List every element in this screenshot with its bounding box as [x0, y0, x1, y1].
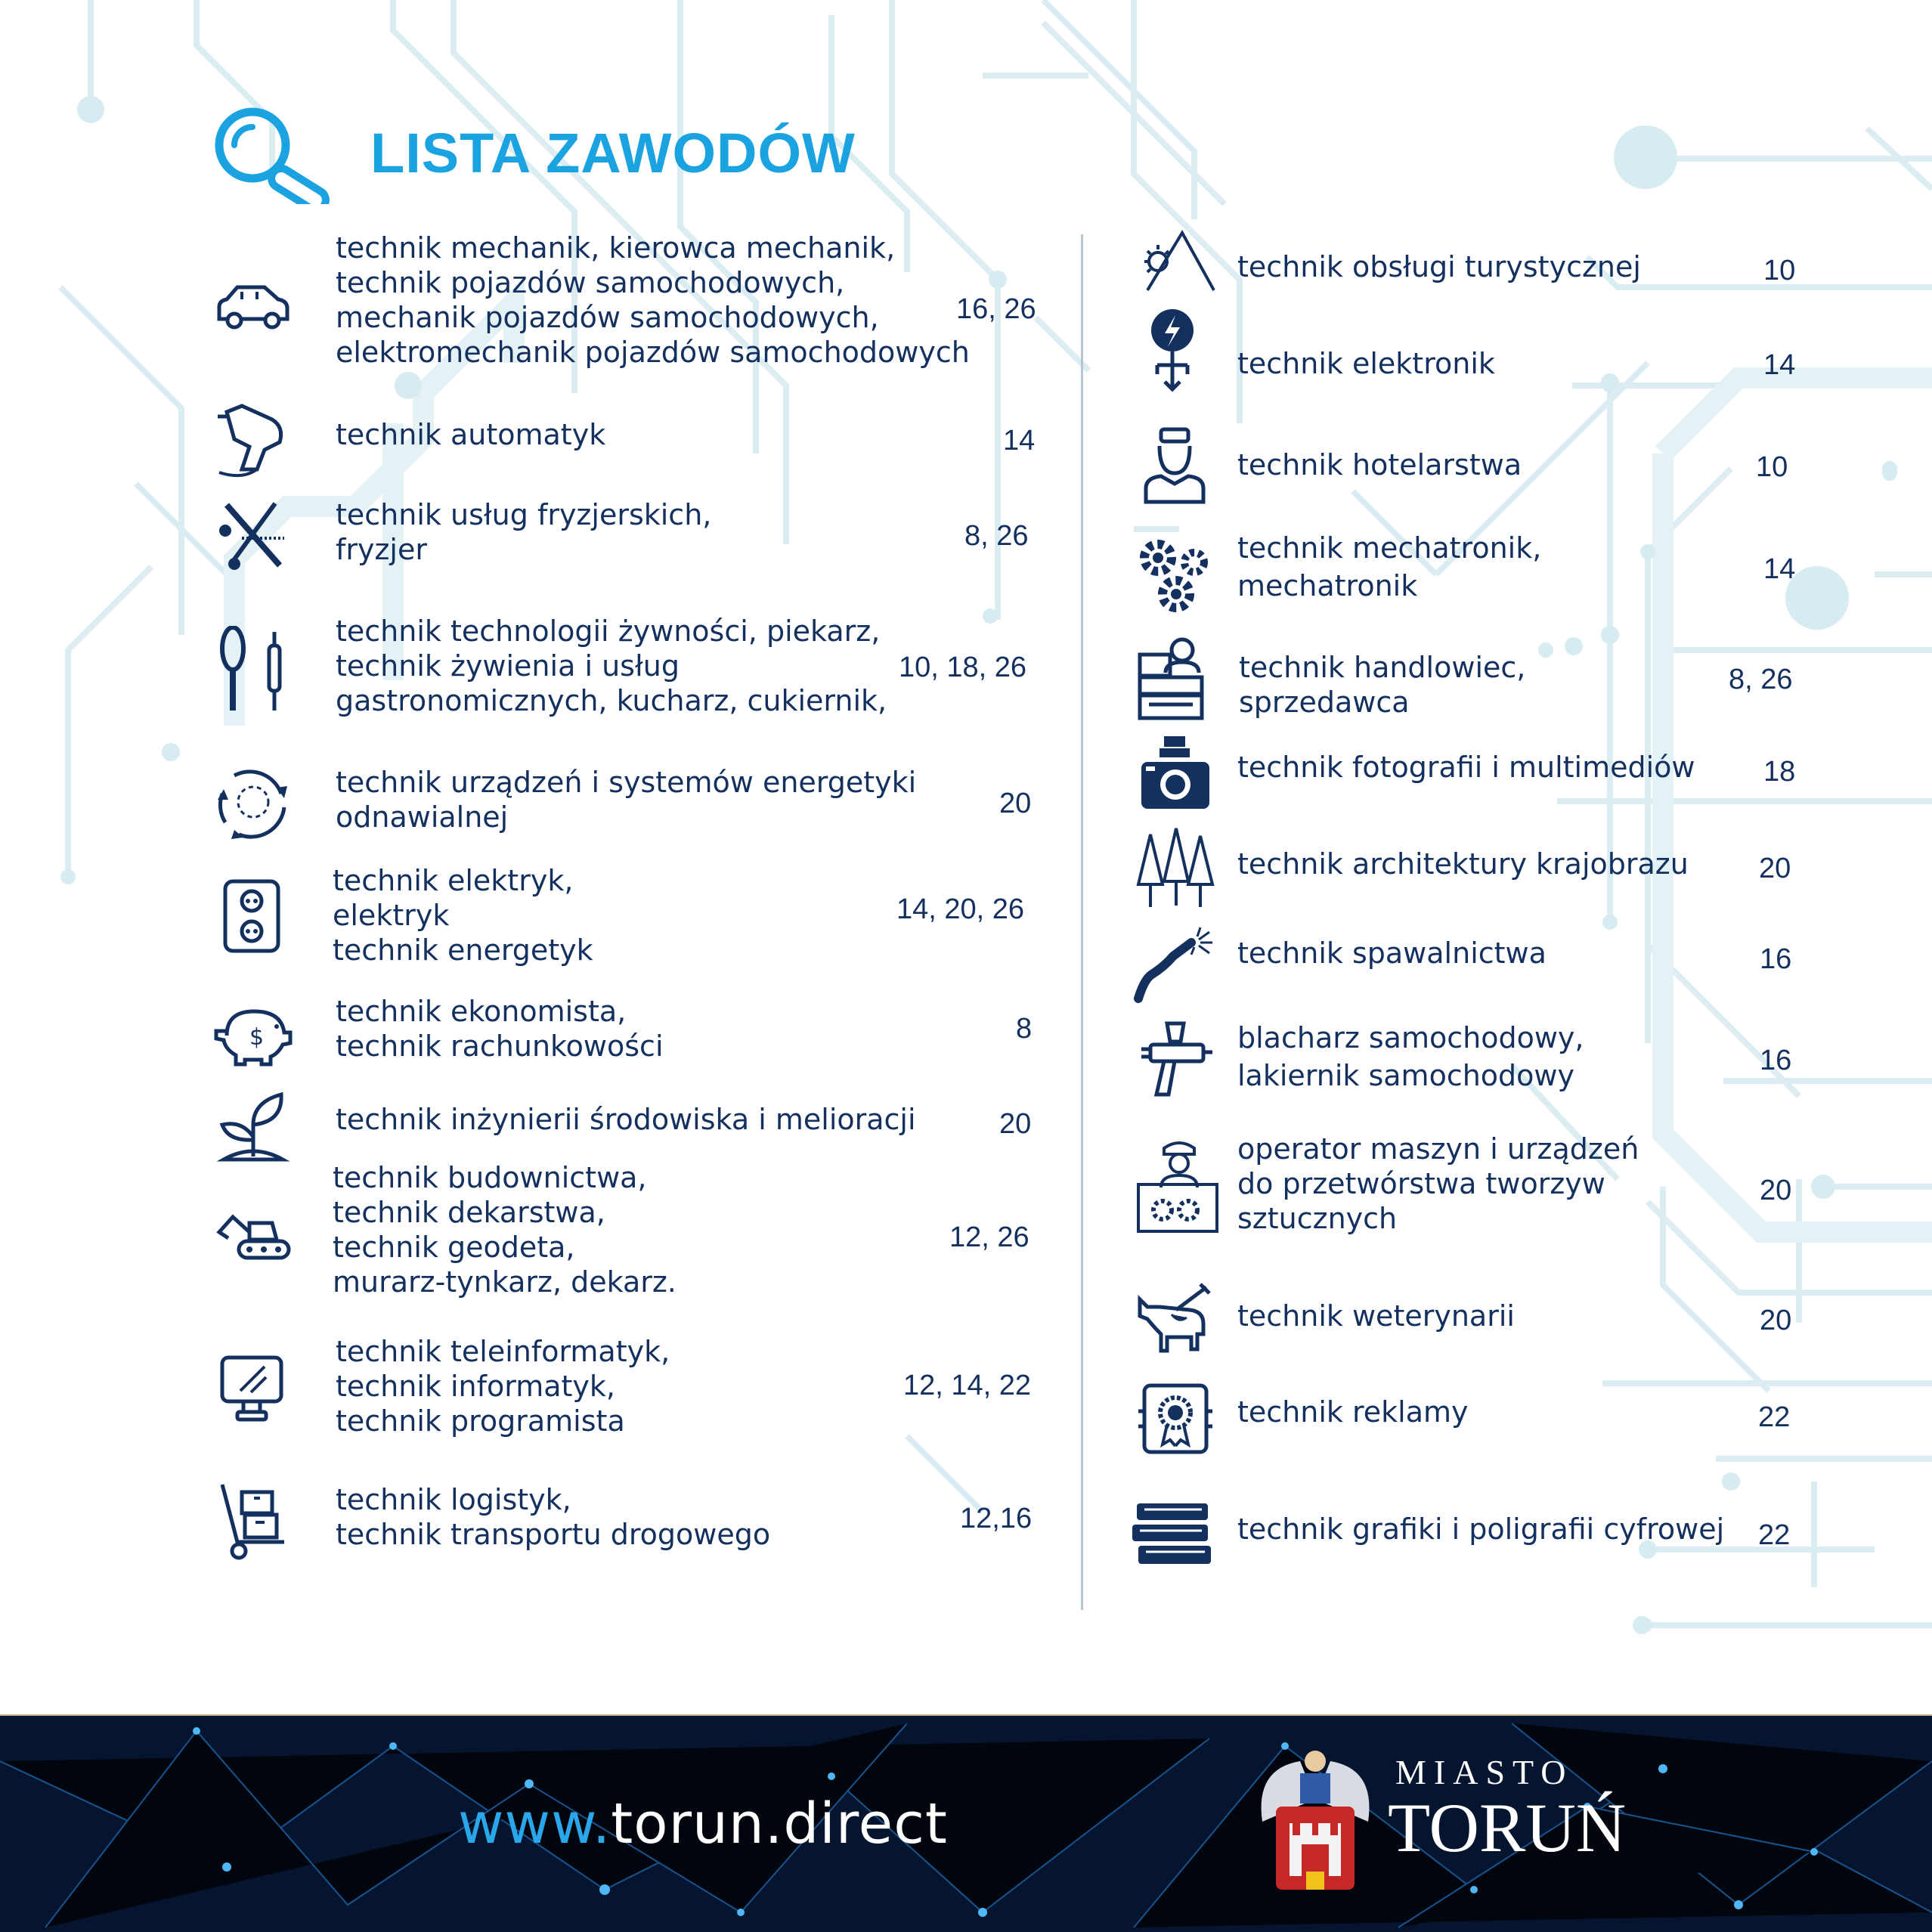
page-numbers: 22	[1758, 1519, 1791, 1551]
network-background	[0, 1716, 1932, 1932]
page-numbers: 12,16	[960, 1503, 1033, 1534]
column-divider	[1081, 234, 1083, 1610]
profession-label: technik mechatronik, mechatronik	[1237, 531, 1542, 602]
hand-truck-icon	[212, 1480, 295, 1563]
books-icon	[1129, 1493, 1217, 1576]
machine-operator-icon	[1134, 1138, 1225, 1236]
whisk-rolling-pin-icon	[212, 626, 295, 717]
profession-label: technik technologii żywności, piekarz, technik żywienia i usług gastronomicznych, kucharz, cukiernik,	[336, 615, 887, 717]
piggy-bank-icon	[212, 990, 295, 1073]
page-numbers: 20	[1759, 853, 1791, 884]
page-numbers: 16	[1760, 1045, 1792, 1076]
award-badge-icon	[1134, 1378, 1217, 1461]
footer	[0, 1716, 1932, 1932]
svg-text:$: $	[249, 1024, 265, 1051]
camera-icon	[1134, 733, 1217, 816]
page-numbers: 16, 26	[956, 293, 1036, 325]
gears-icon	[1135, 535, 1218, 618]
page-numbers: 14, 20, 26	[896, 893, 1025, 925]
profession-label: technik usług fryzjerskich, fryzjer	[336, 498, 712, 566]
excavator-icon	[212, 1194, 295, 1277]
profession-label: technik elektryk, elektryk technik energetyk	[333, 864, 593, 967]
page-numbers: 20	[999, 1108, 1032, 1140]
city-name: TORUŃ	[1388, 1789, 1627, 1866]
trees-icon	[1134, 822, 1217, 913]
page-numbers: 16	[1760, 943, 1792, 975]
profession-label: technik hotelarstwa	[1237, 448, 1522, 481]
page-numbers: 12, 14, 22	[903, 1370, 1032, 1401]
profession-label: technik mechanik, kierowca mechanik, technik pojazdów samochodowych, mechanik pojazdów samochodowych, elektromechanik pojazdów samochodowych	[336, 231, 970, 369]
page-numbers: 10, 18, 26	[899, 652, 1027, 683]
profession-label: technik grafiki i poligrafii cyfrowej	[1237, 1512, 1725, 1546]
page-numbers: 10	[1763, 255, 1796, 286]
page-numbers: 8, 26	[1729, 664, 1793, 695]
page-numbers: 20	[1760, 1175, 1792, 1206]
page-numbers: 14	[1763, 553, 1796, 585]
profession-label: blacharz samochodowy, lakiernik samochodowy	[1237, 1021, 1584, 1092]
profession-label: technik elektronik	[1237, 347, 1495, 380]
page-numbers: 20	[999, 788, 1032, 819]
scissors-comb-icon	[212, 493, 295, 576]
mountain-sun-icon	[1135, 227, 1218, 310]
page-numbers: 8	[1016, 1013, 1033, 1045]
lightning-circuit-icon	[1130, 306, 1213, 395]
page-numbers: 12, 26	[949, 1221, 1029, 1253]
car-icon	[212, 265, 295, 348]
profession-label: technik spawalnictwa	[1237, 937, 1547, 970]
spray-gun-icon	[1134, 1019, 1217, 1102]
page-numbers: 14	[1003, 425, 1036, 457]
power-socket-icon	[212, 875, 295, 958]
city-label-top: MIASTO	[1395, 1753, 1574, 1791]
profession-label: technik reklamy	[1237, 1395, 1469, 1429]
page-numbers: 18	[1763, 756, 1796, 788]
profession-label: technik fotografii i multimediów	[1237, 751, 1695, 784]
page-numbers: 22	[1758, 1401, 1791, 1433]
page-numbers: 10	[1756, 451, 1788, 483]
drill-icon	[212, 397, 295, 480]
page-numbers: 8, 26	[964, 520, 1029, 552]
page-numbers: 14	[1763, 349, 1796, 381]
computer-monitor-icon	[212, 1348, 295, 1432]
profession-label: technik obsługi turystycznej	[1237, 250, 1641, 283]
hotel-staff-icon	[1134, 423, 1217, 506]
torun-coat-of-arms-logo	[1255, 1738, 1376, 1912]
profession-label: technik teleinformatyk, technik informatyk, technik programista	[336, 1335, 670, 1438]
profession-label: technik budownictwa, technik dekarstwa, technik geodeta, murarz-tynkarz, dekarz.	[333, 1161, 677, 1299]
profession-label: technik ekonomista, technik rachunkowości	[336, 995, 664, 1063]
magnifier-icon	[213, 106, 349, 204]
profession-label: technik architektury krajobrazu	[1237, 847, 1689, 881]
profession-label: technik handlowiec, sprzedawca	[1239, 651, 1526, 719]
website-link[interactable]: www.torun.direct	[458, 1791, 948, 1856]
sprout-icon	[212, 1087, 295, 1170]
cow-syringe-icon	[1134, 1280, 1217, 1363]
profession-label: technik weterynarii	[1237, 1299, 1515, 1333]
profession-label: technik inżynierii środowiska i melioracji	[336, 1103, 916, 1136]
profession-label: technik urządzeń i systemów energetyki odnawialnej	[336, 766, 917, 834]
welding-icon	[1134, 926, 1217, 1009]
profession-label: operator maszyn i urządzeń do przetwórstwa tworzyw sztucznych	[1237, 1132, 1639, 1235]
profession-label: technik logistyk, technik transportu drogowego	[336, 1483, 771, 1551]
page-title: LISTA ZAWODÓW	[370, 122, 856, 184]
recycle-cycle-icon	[212, 760, 295, 844]
cashier-icon	[1134, 633, 1225, 724]
profession-label: technik automatyk	[336, 418, 606, 451]
page-numbers: 20	[1760, 1305, 1792, 1336]
